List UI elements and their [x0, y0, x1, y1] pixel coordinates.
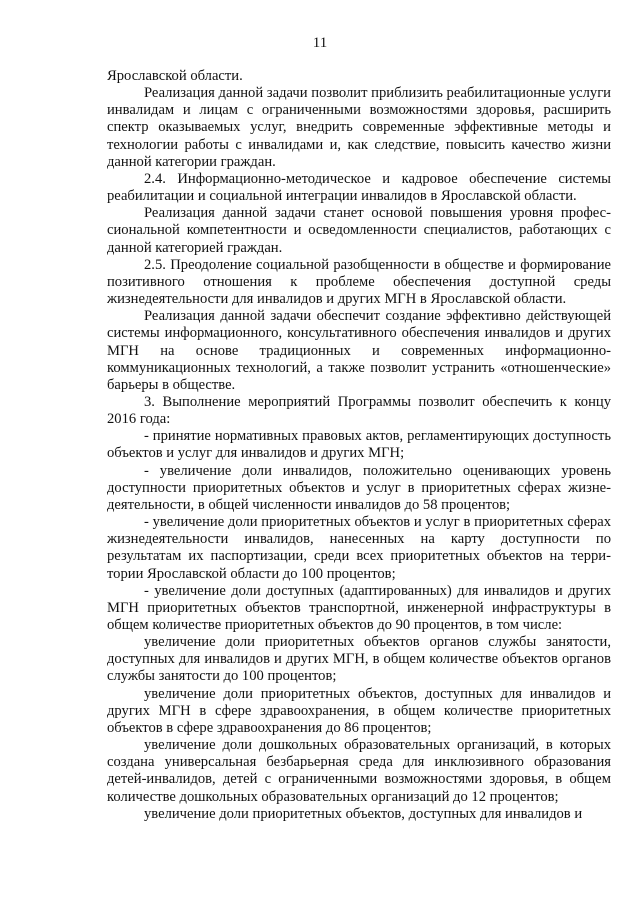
paragraph-p15: увеличение доли приоритетных объектов, доступных для инвалидов и [144, 805, 583, 822]
paragraph-p14: увеличение доли дошкольных образовательных организаций, в которых создана универсальная безбарьерная среда для инклюзивного образования детей-инвалидов, детей с ограниченными возможностями здоровья, в общем количестве дошкольных образовательных организаций до 12 процентов; [107, 737, 611, 805]
paragraph-p07: 3. Выполнение мероприятий Программы позволит обеспечить к концу 2016 года: [107, 393, 611, 428]
paragraph-p01: Ярославской области. [107, 68, 243, 84]
paragraph-p02: Реализация данной задачи позволит приблизить реабилитационные услуги инвалидам и лицам с ограниченными возможностями здоровья, расширить спектр оказываемых услуг, внедрить современные эффективные методы и технологии работы с инвалидами и, как следствие, повысить качество жизни данной категории граждан. [107, 85, 611, 170]
paragraph-p12: увеличение доли приоритетных объектов органов службы занятости, доступных для инвалидов и других МГН, в общем количестве объектов органов службы занятости до 100 процентов; [107, 634, 611, 685]
paragraph-p13: увеличение доли приоритетных объектов, доступных для инвалидов и других МГН в сфере здравоохранения, в общем количестве приоритетных объектов в сфере здравоохранения до 86 процентов; [107, 685, 611, 736]
body-text [107, 68, 611, 823]
paragraph-p06: Реализация данной задачи обеспечит создание эффективно действующей системы информационного, консультативного обеспечения инвалидов и других МГН на основе традиционных и современных информационно-коммуникационных технологий, а также позволит устранить «отношенческие» барьеры в обществе. [107, 308, 611, 393]
paragraph-p08: - принятие нормативных правовых актов, регламентирующих доступность объектов и услуг для инвалидов и других МГН; [107, 428, 611, 462]
paragraph-p10: - увеличение доли приоритетных объектов и услуг в приоритетных сферах жизнедеятельности инвалидов, нанесенных на карту доступности по результатам их паспортизации, среди всех приоритетных объектов на территории Ярославской области до 100 процентов; [107, 514, 611, 582]
paragraph-p03: 2.4. Информационно-методическое и кадровое обеспечение системы реабилитации и социальной интеграции инвалидов в Ярославской области. [107, 170, 611, 205]
paragraph-p05: 2.5. Преодоление социальной разобщенности в обществе и формирование позитивного отношения к проблеме обеспечения доступной среды жизнедеятельности для инвалидов и других МГН в Ярославской области. [107, 256, 611, 308]
paragraph-p09: - увеличение доли инвалидов, положительно оценивающих уровень доступности приоритетных объектов и услуг в приоритетных сферах жизнедеятельности, в общей численности инвалидов до 58 процентов; [107, 462, 611, 513]
paragraph-p04: Реализация данной задачи станет основой повышения уровня профессиональной компетентности и осведомленности специалистов, работающих с данной категорией граждан. [107, 205, 611, 256]
paragraph-p11: - увеличение доли доступных (адаптированных) для инвалидов и других МГН приоритетных объектов транспортной, инженерной инфраструктуры в общем количестве приоритетных объектов до 90 процентов, в том числе: [107, 582, 611, 633]
page-number: 11 [312, 35, 328, 51]
